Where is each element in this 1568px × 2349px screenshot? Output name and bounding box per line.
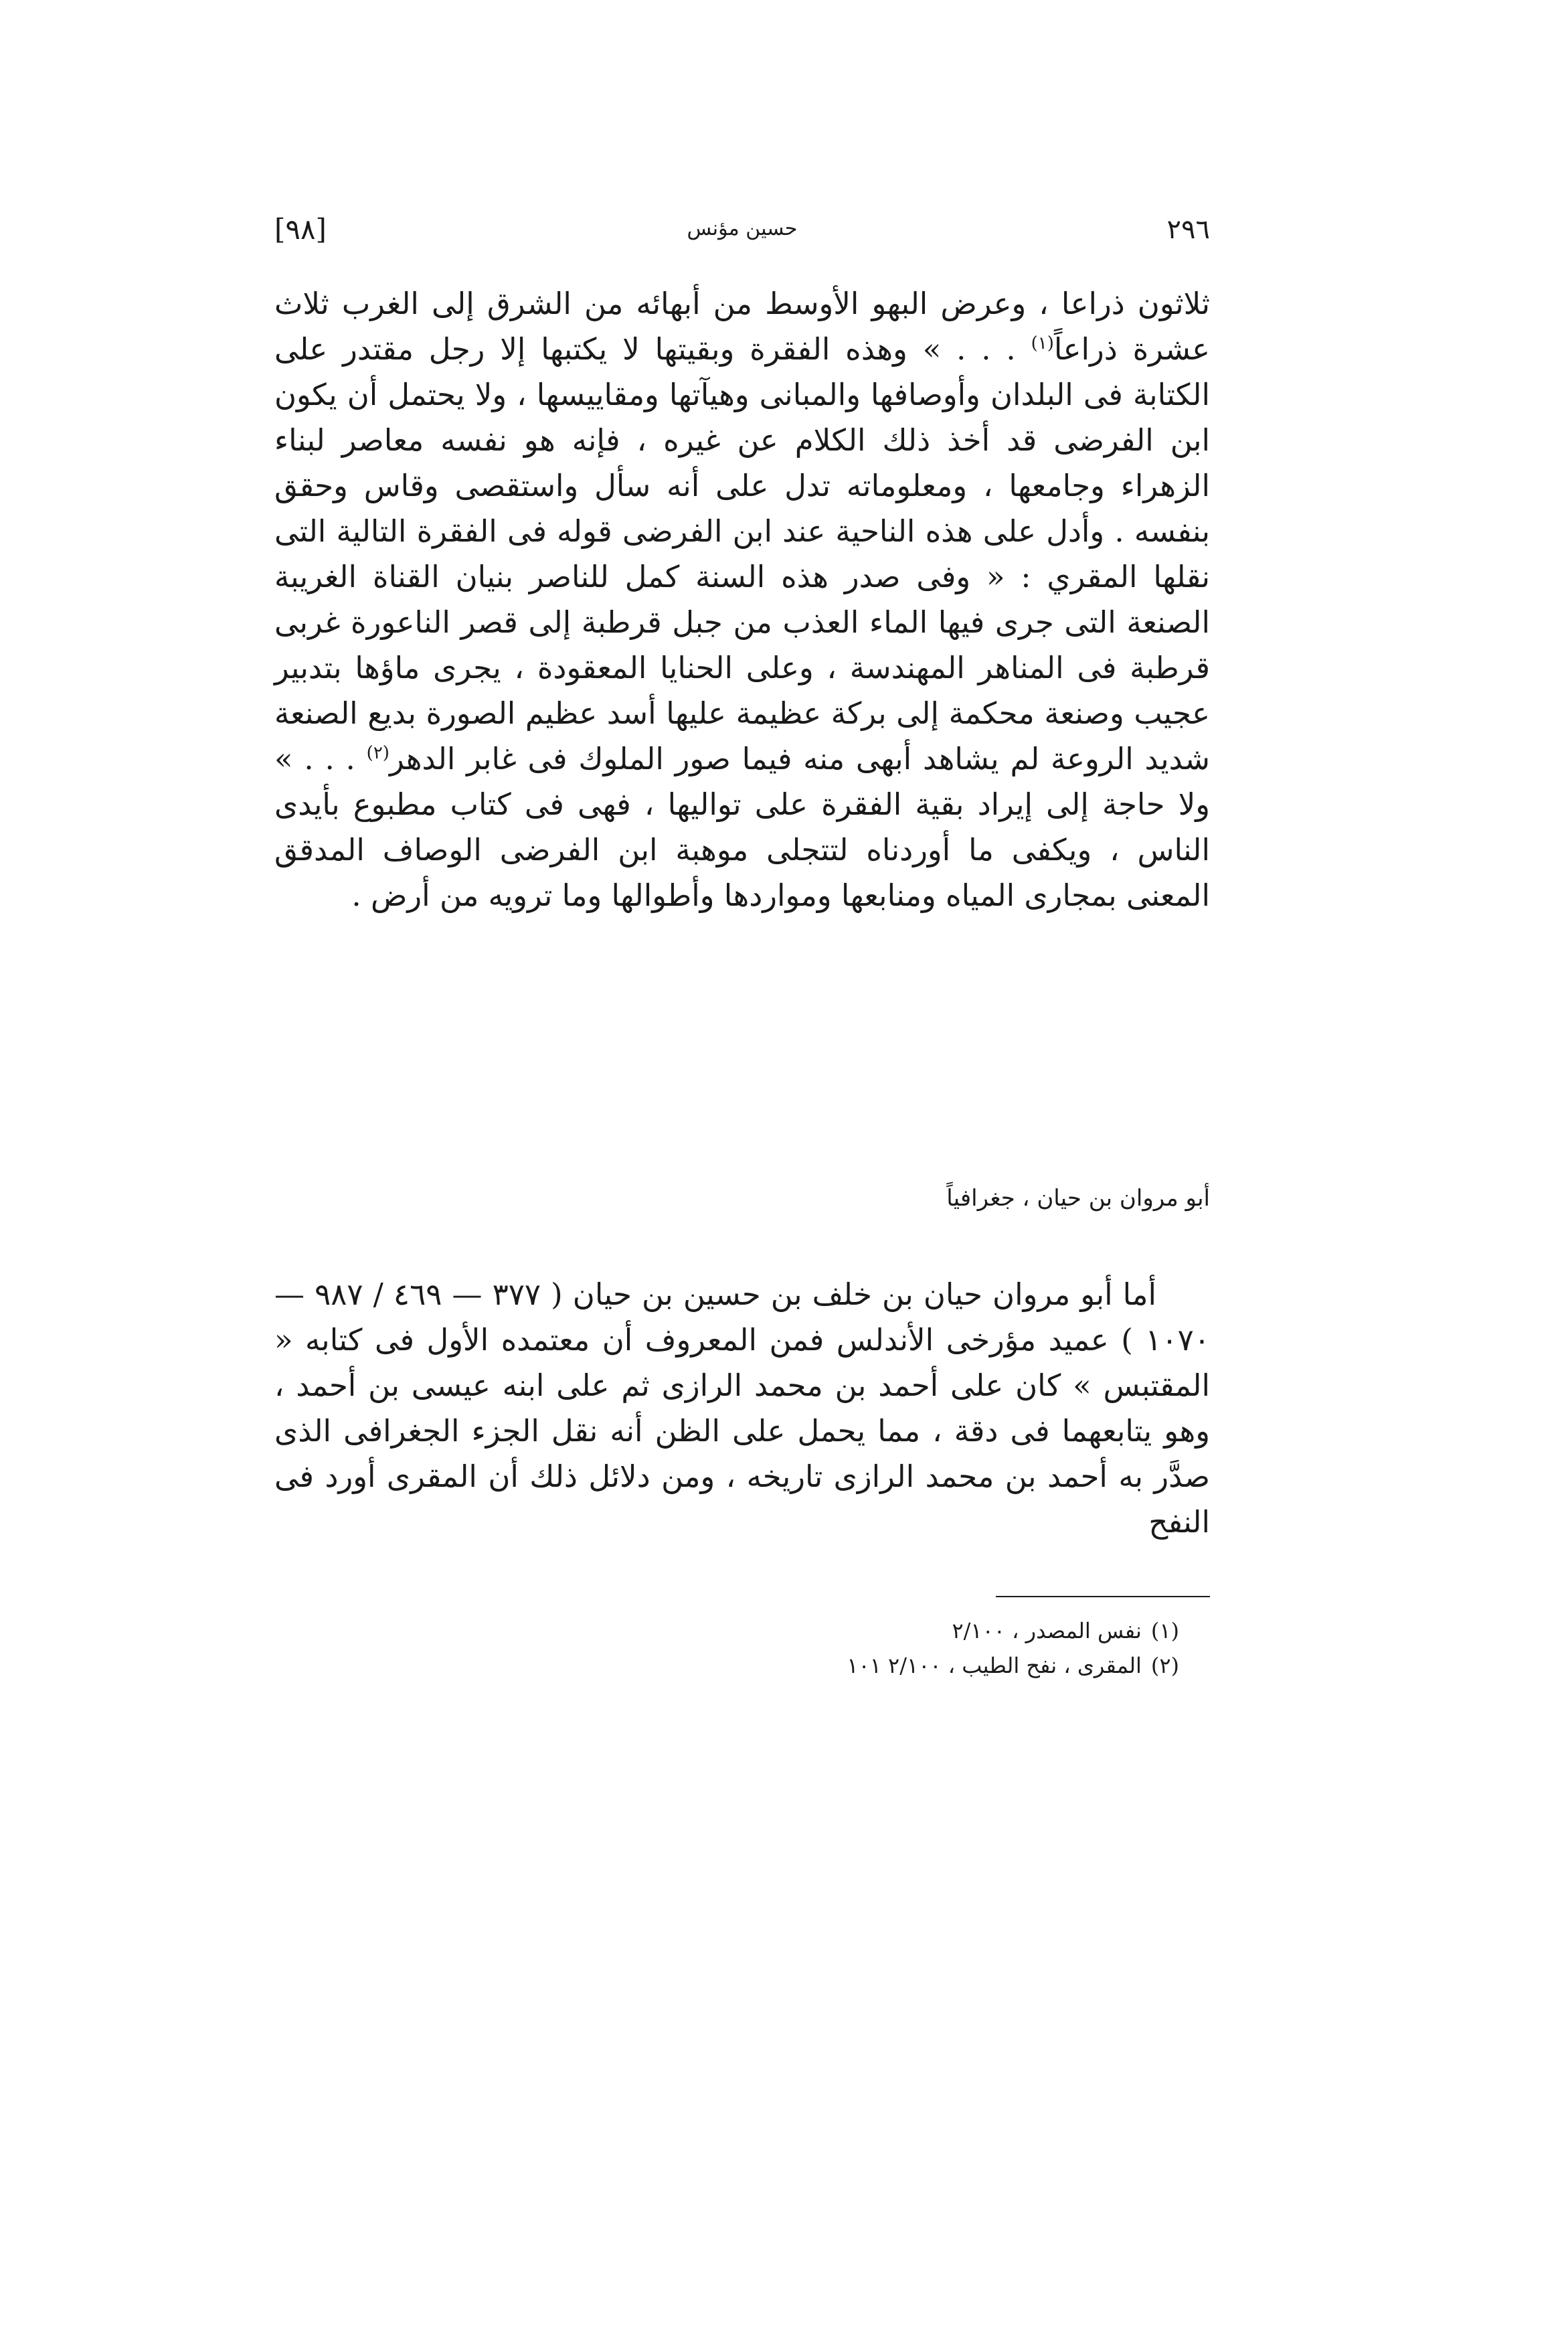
text-line: أما أبو مروان حيان بن خلف بن حسين بن حيان ( ٣٧٧ — ٤٦٩ /	[373, 1277, 1156, 1312]
footnote-marker: (١)	[1031, 333, 1054, 353]
footnotes	[274, 1613, 1210, 1683]
section-heading: أبو مروان بن حيان ، جغرافياً	[946, 1185, 1210, 1212]
text-line: الفرضى الوصاف المدقق المعنى بمجارى المياه ومنابعها ومواردها وأطوالها وما ترويه	[274, 832, 1210, 913]
text-line: من أرض .	[351, 878, 479, 913]
text-line: وهو يتابعهما فى دقة ، مما يحمل على الظن أنه نقل الجزء الجغرافى الذى صدَّر	[274, 1413, 1210, 1494]
text-line: عشرة ذراعاً	[1053, 331, 1211, 367]
paragraph-2	[274, 1272, 1210, 1545]
text-line: ٩٨٧ — ١٠٧٠ ) عميد مؤرخى الأندلس فمن المعروف أن معتمده الأول فى	[274, 1277, 1210, 1358]
text-line: عليها أسد عظيم الصورة بديع الصنعة شديد الروعة لم يشاهد أبهى منه فيما صور	[274, 696, 1210, 777]
text-line: فهى فى كتاب مطبوع بأيدى الناس ، ويكفى ما أوردناه لتتجلى موهبة ابن	[274, 787, 1210, 868]
text-line: وجامعها ، ومعلوماته تدل على أنه سأل واستقصى وقاس وحقق بنفسه . وأدل	[274, 468, 1210, 549]
footnote	[274, 1648, 1210, 1683]
text-line: ثلاثون ذراعا ، وعرض البهو الأوسط من أبهائه من الشرق إلى الغرب ثلاث	[274, 286, 1210, 321]
footnote-marker: (٢)	[366, 743, 389, 763]
text-line: صدر هذه السنة كمل للناصر بنيان القناة الغريبة الصنعة التى جرى فيها الماء	[274, 559, 1211, 640]
text-line: كتابه « المقتبس » كان على أحمد بن محمد الرازى ثم على ابنه عيسى بن أحمد ،	[274, 1322, 1210, 1403]
text-line: الملوك فى غابر الدهر	[389, 741, 664, 777]
text-line: ابن الفرضى قد أخذ ذلك الكلام عن غيره ، فإنه هو نفسه معاصر لبناء الزهراء	[274, 422, 1210, 503]
footnote-number: (٢)	[1150, 1653, 1179, 1678]
text-line: وعلى الحنايا المعقودة ، يجرى ماؤها بتدبير عجيب وصنعة محكمة إلى بركة عظيمة	[274, 650, 1211, 731]
text-line: . . . » ولا حاجة إلى إيراد بقية الفقرة على تواليها ،	[274, 741, 1211, 822]
footnote-divider	[996, 1596, 1210, 1597]
text-line: به أحمد بن محمد الرازى تاريخه ، ومن دلائل ذلك أن المقرى أورد فى النفح	[274, 1459, 1210, 1540]
footnote-text: نفس المصدر ، ٢/١٠٠	[952, 1618, 1142, 1643]
running-title: حسين مؤنس	[687, 217, 798, 240]
paragraph-1	[274, 281, 1210, 918]
text-line: على هذه الناحية عند ابن الفرضى قوله فى الفقرة التالية التى نقلها المقري : « وفى	[274, 513, 1210, 594]
page-number: ٢٩٦	[1166, 214, 1210, 245]
footnote	[274, 1613, 1210, 1648]
text-line: الكتابة فى البلدان وأوصافها والمبانى وهيآتها ومقاييسها ، ولا يحتمل أن يكون	[274, 377, 1210, 412]
text-line: العذب من جبل قرطبة إلى قصر الناعورة غربى قرطبة فى المناهر المهندسة ،	[274, 604, 1210, 685]
original-page-number: [٩٨]	[274, 213, 327, 246]
footnote-number: (١)	[1150, 1618, 1179, 1643]
footnote-text: المقرى ، نفح الطيب ، ٢/١٠٠ ١٠١	[847, 1653, 1142, 1678]
text-line: . . . » وهذه الفقرة وبقيتها لا يكتبها إلا رجل مقتدر على	[274, 331, 1016, 367]
page-header	[274, 214, 1210, 254]
